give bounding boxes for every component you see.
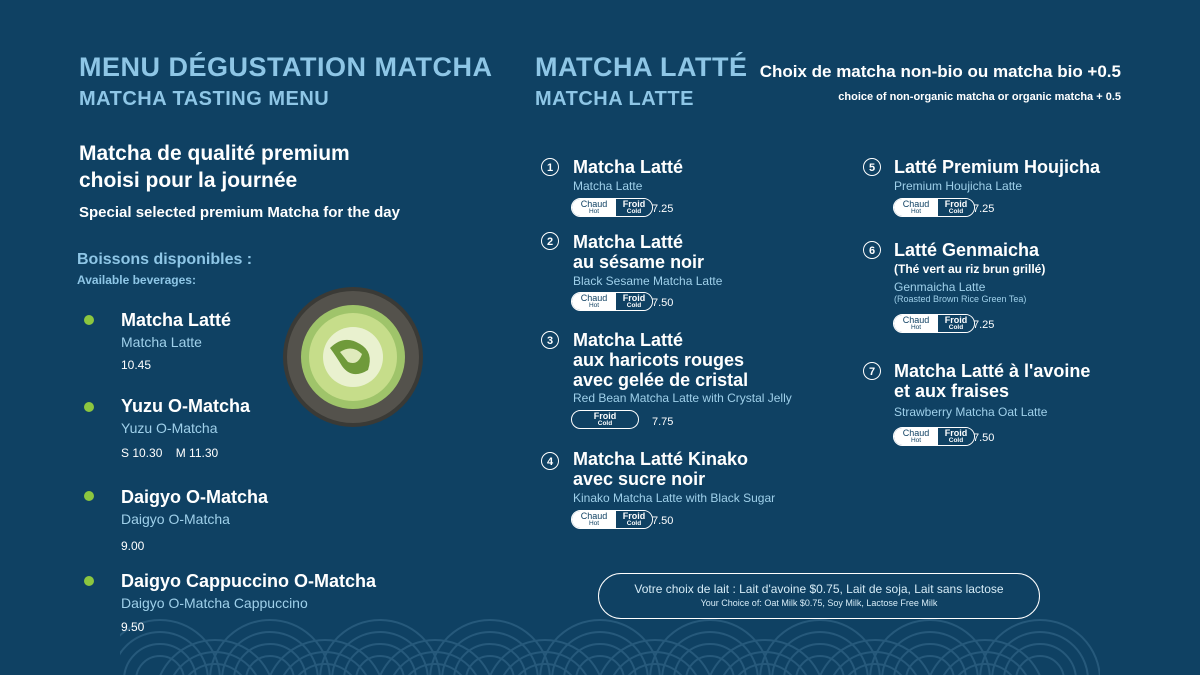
left-item-price: S 10.30 M 11.30: [121, 446, 219, 460]
latte-item-price: 7.25: [973, 319, 995, 331]
left-item-sub: Daigyo O-Matcha Cappuccino: [121, 595, 308, 611]
hot-option: Chaud Hot: [572, 511, 616, 528]
left-item-price: 9.50: [121, 620, 145, 634]
bullet-icon: [84, 402, 94, 412]
organic-choice: Choix de matcha non-bio ou matcha bio +0.5: [759, 62, 1121, 81]
latte-item-name: Matcha Latté Kinako: [573, 449, 749, 469]
hot-cold-badge: [571, 198, 653, 217]
latte-item-price: 7.50: [652, 515, 674, 527]
latte-item-name: Matcha Latté: [573, 330, 684, 350]
latte-item-price: 7.25: [652, 203, 674, 215]
hot-option: Chaud Hot: [572, 293, 616, 310]
number-badge: 3: [541, 331, 559, 349]
hot-cold-badge: [893, 198, 975, 217]
page-title: MENU DÉGUSTATION MATCHA: [79, 52, 493, 82]
hot-cold-badge: [893, 314, 975, 333]
latte-item-sub: Black Sesame Matcha Latte: [573, 274, 723, 288]
left-item-price: 9.00: [121, 539, 145, 553]
latte-item-sub: Kinako Matcha Latte with Black Sugar: [573, 491, 776, 505]
hot-option: Chaud Hot: [894, 199, 938, 216]
beverages-label-en: Available beverages:: [77, 273, 196, 287]
matcha-cup-image: [282, 286, 424, 428]
latte-item-name-line2: au sésame noir: [573, 252, 705, 272]
left-item-sub: Matcha Latte: [121, 334, 202, 350]
cold-option: Froid Cold: [616, 293, 652, 310]
bullet-icon: [84, 576, 94, 586]
number-badge: 1: [541, 158, 559, 176]
latte-item-name: Matcha Latté à l'avoine: [894, 361, 1091, 381]
hot-cold-badge: [571, 510, 653, 529]
latte-item-name-line2: avec sucre noir: [573, 469, 706, 489]
bullet-icon: [84, 315, 94, 325]
latte-item-sub2: (Roasted Brown Rice Green Tea): [894, 294, 1027, 304]
latte-item-name: Matcha Latté: [573, 232, 684, 252]
left-item-price: 10.45: [121, 358, 152, 372]
latte-item-name: Latté Genmaicha: [894, 240, 1040, 260]
latte-item-name: Matcha Latté: [573, 157, 684, 177]
hot-cold-badge: [893, 427, 975, 446]
cold-option: Froid Cold: [938, 428, 974, 445]
latte-item-sub: Matcha Latte: [573, 179, 643, 193]
milk-choice-fr: Votre choix de lait : Lait d'avoine $0.75, Lait de soja, Lait sans lactose: [634, 582, 1004, 596]
latte-item-price: 7.25: [973, 203, 995, 215]
wave-pattern: [120, 610, 1100, 675]
cold-option: Froid Cold: [593, 411, 617, 427]
latte-item-name: Latté Premium Houjicha: [894, 157, 1101, 177]
left-item-sub: Daigyo O-Matcha: [121, 511, 230, 527]
latte-item-price: 7.50: [652, 297, 674, 309]
headline: [79, 140, 350, 194]
number-badge: 4: [541, 452, 559, 470]
latte-item-sub: Genmaicha Latte: [894, 280, 986, 294]
latte-item-name-line3: avec gelée de cristal: [573, 370, 749, 390]
organic-choice-en: choice of non-organic matcha or organic matcha + 0.5: [838, 91, 1121, 103]
left-item-name: Daigyo O-Matcha: [121, 487, 269, 507]
latte-item-sub: Premium Houjicha Latte: [894, 179, 1023, 193]
number-badge: 5: [863, 158, 881, 176]
latte-item-name-line2: aux haricots rouges: [573, 350, 745, 370]
headline-line2: choisi pour la journée: [79, 169, 298, 192]
latte-item-price: 7.50: [973, 432, 995, 444]
left-item-name: Matcha Latté: [121, 310, 232, 330]
cold-option: Froid Cold: [616, 511, 652, 528]
hot-option: Chaud Hot: [894, 428, 938, 445]
left-item-name: Yuzu O-Matcha: [121, 396, 251, 416]
latte-item-price: 7.75: [652, 416, 674, 428]
milk-choice-en: Your Choice of: Oat Milk $0.75, Soy Milk, Lactose Free Milk: [700, 598, 938, 608]
hot-option: Chaud Hot: [572, 199, 616, 216]
hot-cold-badge: [571, 292, 653, 311]
left-item-name: Daigyo Cappuccino O-Matcha: [121, 571, 377, 591]
latte-title: MATCHA LATTÉ: [535, 52, 748, 82]
number-badge: 2: [541, 232, 559, 250]
page-subtitle: MATCHA TASTING MENU: [79, 88, 330, 110]
left-item-sub: Yuzu O-Matcha: [121, 420, 218, 436]
headline-en: Special selected premium Matcha for the day: [79, 204, 400, 221]
headline-line1: Matcha de qualité premium: [79, 142, 350, 165]
latte-item-sub: Strawberry Matcha Oat Latte: [894, 405, 1048, 419]
hot-option: Chaud Hot: [894, 315, 938, 332]
cold-option: Froid Cold: [938, 315, 974, 332]
cold-option: Froid Cold: [938, 199, 974, 216]
milk-choice-box: [598, 573, 1040, 619]
latte-subtitle: MATCHA LATTE: [535, 88, 694, 110]
latte-item-sub: Red Bean Matcha Latte with Crystal Jelly: [573, 391, 792, 405]
number-badge: 7: [863, 362, 881, 380]
latte-item-name-line2: (Thé vert au riz brun grillé): [894, 262, 1046, 276]
number-badge: 6: [863, 241, 881, 259]
cold-option: Froid Cold: [616, 199, 652, 216]
latte-item-name-line2: et aux fraises: [894, 381, 1010, 401]
cold-badge: [571, 410, 639, 429]
bullet-icon: [84, 491, 94, 501]
beverages-label: Boissons disponibles :: [77, 251, 253, 268]
